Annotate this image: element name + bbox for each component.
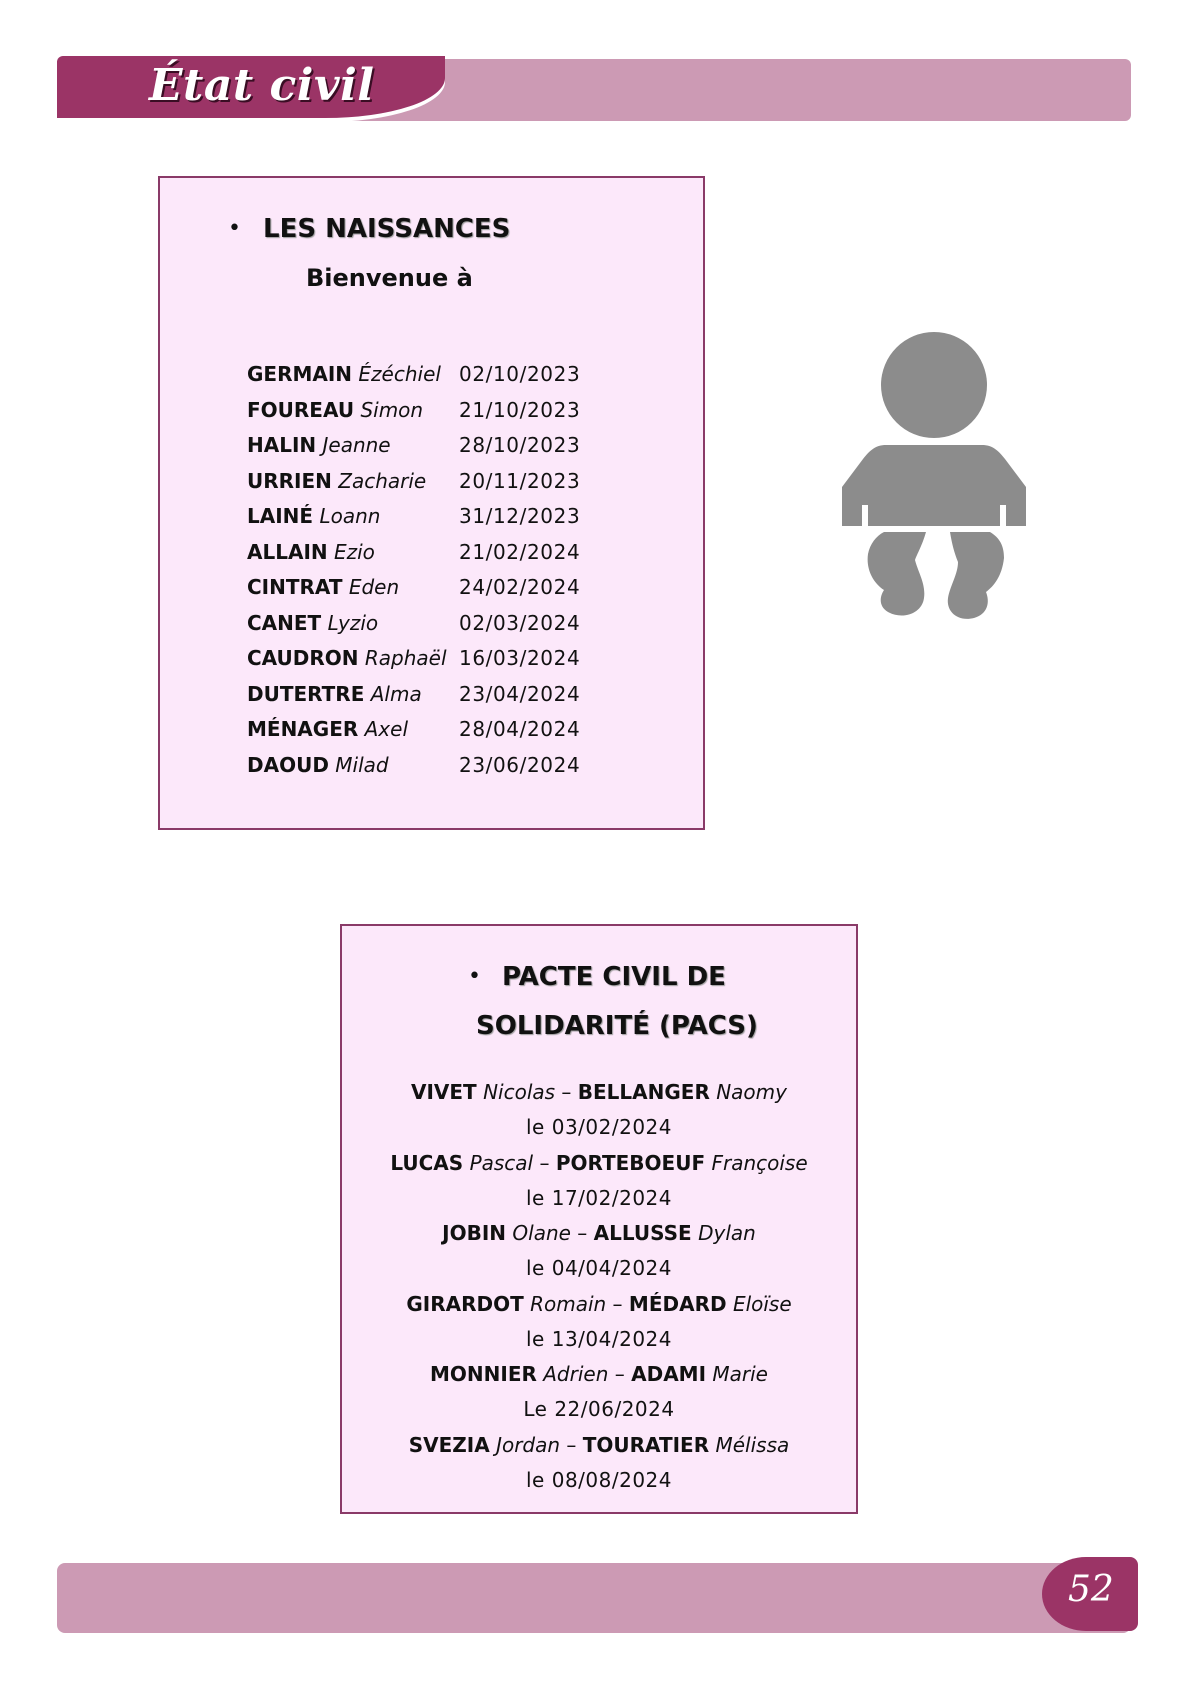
pacs-last-name-1: MONNIER <box>430 1362 537 1386</box>
birth-date: 02/10/2023 <box>459 362 581 386</box>
pacs-separator: – <box>555 1080 578 1104</box>
birth-last-name: GERMAIN <box>247 362 353 386</box>
birth-last-name: CANET <box>247 610 322 635</box>
birth-first-name: Milad <box>335 752 389 777</box>
pacs-separator: – <box>608 1362 632 1386</box>
pacs-separator: – <box>570 1221 594 1245</box>
section-title-tab <box>57 56 445 118</box>
birth-entry <box>247 611 627 647</box>
pacs-first-name-2: Mélissa <box>715 1432 790 1457</box>
pacs-couple <box>342 1433 856 1468</box>
birth-first-name: Lyzio <box>327 610 379 635</box>
pacs-last-name-2: ALLUSSE <box>593 1221 692 1245</box>
birth-date: 24/02/2024 <box>459 575 581 599</box>
birth-entry <box>247 362 627 398</box>
birth-entry <box>247 504 627 540</box>
birth-last-name: MÉNAGER <box>247 717 359 741</box>
births-heading: LES NAISSANCES <box>263 214 511 244</box>
pacs-separator: – <box>560 1432 583 1457</box>
pacs-first-name-2: Naomy <box>716 1080 787 1104</box>
birth-last-name: FOUREAU <box>247 397 355 422</box>
pacs-last-name-1: GIRARDOT <box>406 1291 524 1316</box>
birth-first-name: Raphaël <box>364 646 447 670</box>
pacs-date: le 08/08/2024 <box>526 1467 672 1492</box>
pacs-last-name-1: JOBIN <box>442 1221 507 1245</box>
birth-entry <box>247 575 627 611</box>
pacs-date: le 13/04/2024 <box>526 1326 672 1351</box>
birth-date: 20/11/2023 <box>459 468 581 493</box>
birth-first-name: Ézéchiel <box>358 362 441 386</box>
pacs-first-name-1: Adrien <box>543 1362 609 1386</box>
birth-date: 28/10/2023 <box>459 433 581 457</box>
pacs-separator: – <box>606 1291 629 1316</box>
pacs-heading-line2: SOLIDARITÉ (PACS) <box>476 1011 758 1041</box>
birth-last-name: ALLAIN <box>247 539 328 564</box>
pacs-last-name-2: BELLANGER <box>577 1080 710 1104</box>
birth-date: 28/04/2024 <box>459 717 581 741</box>
pacs-first-name-1: Olane <box>512 1221 571 1245</box>
pacs-last-name-2: TOURATIER <box>582 1432 710 1457</box>
birth-date: 23/06/2024 <box>459 752 581 777</box>
birth-date: 23/04/2024 <box>459 681 581 706</box>
pacs-date: le 04/04/2024 <box>526 1256 672 1280</box>
birth-entry <box>247 433 627 469</box>
birth-date: 21/10/2023 <box>459 397 581 422</box>
birth-last-name: URRIEN <box>247 468 332 493</box>
birth-date: 16/03/2024 <box>459 646 581 670</box>
footer-band <box>57 1563 1131 1633</box>
pacs-last-name-2: MÉDARD <box>628 1291 727 1316</box>
pacs-date: Le 22/06/2024 <box>523 1397 675 1421</box>
pacs-first-name-1: Pascal <box>469 1150 534 1175</box>
birth-first-name: Simon <box>360 397 424 422</box>
birth-first-name: Alma <box>370 681 422 706</box>
pacs-date: le 17/02/2024 <box>526 1185 672 1210</box>
pacs-last-name-1: LUCAS <box>390 1150 464 1175</box>
pacs-couple <box>342 1080 856 1115</box>
pacs-list <box>342 1080 856 1503</box>
birth-first-name: Ezio <box>333 539 375 564</box>
page-number: 52 <box>1068 1569 1114 1610</box>
birth-first-name: Loann <box>319 504 381 528</box>
birth-entry <box>247 646 627 682</box>
birth-entry <box>247 540 627 576</box>
section-title: État civil <box>149 60 375 111</box>
pacs-first-name-2: Dylan <box>698 1221 756 1245</box>
births-panel <box>158 176 705 830</box>
birth-date: 31/12/2023 <box>459 504 581 528</box>
pacs-couple <box>342 1362 856 1397</box>
pacs-first-name-1: Jordan <box>496 1432 561 1457</box>
pacs-first-name-2: Françoise <box>711 1150 808 1175</box>
pacs-first-name-1: Romain <box>530 1291 607 1316</box>
birth-entry <box>247 717 627 753</box>
baby-icon <box>842 332 1026 625</box>
birth-date: 02/03/2024 <box>459 610 581 635</box>
page-number-badge <box>1042 1557 1138 1631</box>
birth-date: 21/02/2024 <box>459 539 581 564</box>
pacs-couple <box>342 1221 856 1256</box>
pacs-first-name-2: Marie <box>712 1362 768 1386</box>
births-list <box>247 362 627 788</box>
birth-entry <box>247 469 627 505</box>
birth-first-name: Jeanne <box>322 433 391 457</box>
birth-entry <box>247 398 627 434</box>
pacs-panel <box>340 924 858 1514</box>
pacs-couple <box>342 1292 856 1327</box>
pacs-last-name-2: ADAMI <box>631 1362 707 1386</box>
birth-first-name: Eden <box>348 575 400 599</box>
bullet-icon: • <box>468 964 481 989</box>
pacs-couple <box>342 1151 856 1186</box>
birth-last-name: CINTRAT <box>247 575 343 599</box>
birth-last-name: HALIN <box>247 433 317 457</box>
birth-last-name: LAINÉ <box>247 504 314 528</box>
births-subheading: Bienvenue à <box>306 264 473 292</box>
pacs-first-name-1: Nicolas <box>483 1080 556 1104</box>
pacs-first-name-2: Eloïse <box>732 1291 792 1316</box>
birth-entry <box>247 753 627 789</box>
pacs-last-name-1: VIVET <box>411 1080 477 1104</box>
pacs-date: le 03/02/2024 <box>526 1115 672 1139</box>
pacs-last-name-2: PORTEBOEUF <box>555 1150 706 1175</box>
birth-first-name: Axel <box>364 717 409 741</box>
birth-last-name: DUTERTRE <box>247 681 365 706</box>
pacs-last-name-1: SVEZIA <box>408 1432 490 1457</box>
pacs-heading-line1: PACTE CIVIL DE <box>502 962 726 992</box>
birth-entry <box>247 682 627 718</box>
birth-first-name: Zacharie <box>338 468 427 493</box>
pacs-separator: – <box>533 1150 556 1175</box>
birth-last-name: CAUDRON <box>247 646 359 670</box>
bullet-icon: • <box>228 216 241 241</box>
birth-last-name: DAOUD <box>247 752 329 777</box>
